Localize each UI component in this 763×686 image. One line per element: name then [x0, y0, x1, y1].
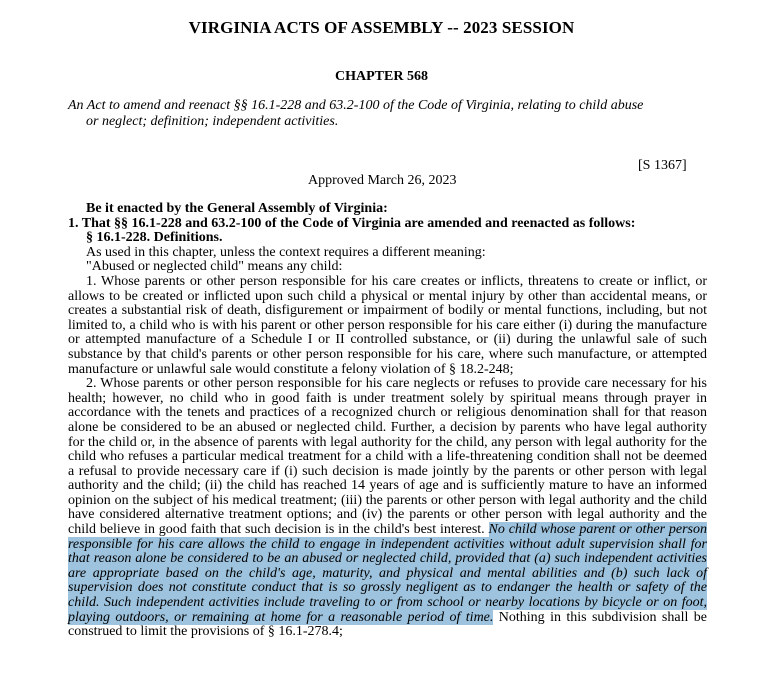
act-description-line-1: An Act to amend and reenact §§ 16.1-228 and 63.2-100 of the Code of Virginia, relating to child abuse — [68, 98, 644, 113]
chapter-heading: CHAPTER 568 — [335, 69, 428, 84]
act-description-line-2: or neglect; definition; independent activities. — [86, 114, 339, 129]
highlighted-amendment: No child whose parent or other person responsible for his care allows the child to engage in independent activities without adult supervision shall for that reason alone be considered to be an abused or neglected child, provided that (a) such independent activities are appropriate based on the child's age, maturity, and physical and mental abilities and (b) such lack of supervision does not constitute conduct that is so grossly negligent as to endanger the health or safety of the child. Such independent activities include traveling to or from school or nearby locations by bicycle or on foot, playing outdoors, or remaining at home for a reasonable period of time. — [68, 522, 707, 625]
document-body — [68, 202, 707, 640]
defined-term: "Abused or neglected child" means any child: — [86, 259, 343, 275]
document-title: VIRGINIA ACTS OF ASSEMBLY -- 2023 SESSION — [188, 18, 575, 37]
bill-number: [S 1367] — [638, 158, 687, 173]
approval-date: Approved March 26, 2023 — [308, 173, 457, 188]
intro-text: As used in this chapter, unless the context requires a different meaning: — [86, 244, 486, 260]
paragraph-1: 1. Whose parents or other person responsible for his care creates or inflicts, threatens to create or inflict, or allows to be created or inflicted upon such child a physical or mental injury by other than accidental means, or creates a substantial risk of death, disfigurement or impairment of bodily or mental functions, including, but not limited to, a child who is with his parent or other person responsible for his care either (i) during the manufacture or attempted manufacture of a Schedule I or II controlled substance, or (ii) during the unlawful sale of such substance by that child's parents or other person responsible for his care, where such manufacture, or attempted manufacture or unlawful sale would constitute a felony violation of § 18.2-248; — [68, 273, 707, 377]
paragraph-2-text: 2. Whose parents or other person responsible for his care neglects or refuses to provide care necessary for his health; however, no child who in good faith is under treatment solely by spiritual means through prayer in accordance with the tenets and practices of a recognized church or religious denomination shall for that reason alone be considered to be an abused or neglected child. Further, a decision by parents who have legal authority for the child or, in the absence of parents with legal authority for the child, any person with legal authority for the child who refuses a particular medical treatment for a child with a life-threatening condition shall not be deemed a refusal to provide necessary care if (i) such decision is made jointly by the parents or other person with legal authority and the child; (ii) the child has reached 14 years of age and is sufficiently mature to have an informed opinion on the subject of his medical treatment; (iii) the parents or other person with legal authority and the child have considered alternative treatment options; and (iv) the parents or other person with legal authority and the child believe in good faith that such decision is in the child's best interest. — [68, 376, 707, 538]
section-heading: § 16.1-228. Definitions. — [86, 230, 223, 246]
act-description — [68, 98, 713, 130]
enactment-clause: Be it enacted by the General Assembly of Virginia: — [86, 201, 388, 216]
paragraph-2-tail: Nothing in this subdivision shall be construed to limit the provisions of § 16.1-278.4; — [68, 609, 707, 640]
section-1-clause: 1. That §§ 16.1-228 and 63.2-100 of the Code of Virginia are amended and reenacted as follows: — [68, 215, 636, 231]
paragraph-2 — [68, 377, 707, 640]
